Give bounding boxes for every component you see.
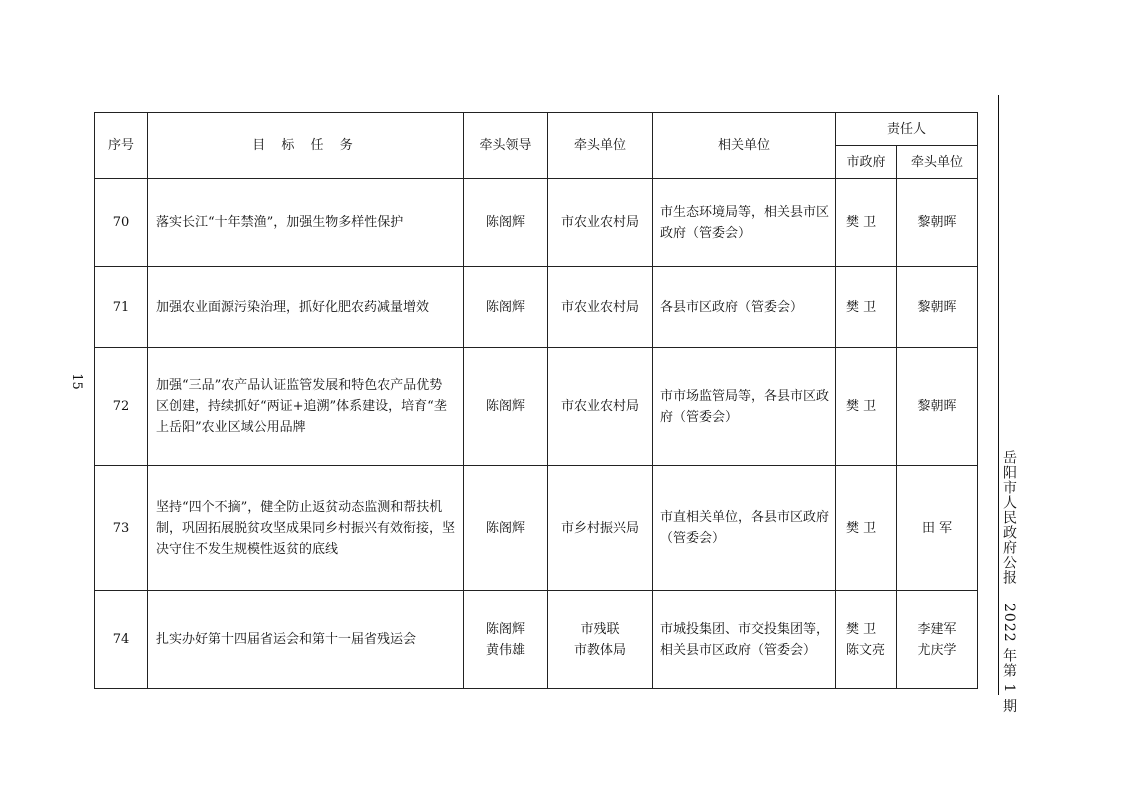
table-row [95,466,978,591]
task-table [94,112,978,689]
row-lead-unit-line: 市农业农村局 [560,299,639,315]
row-lead-leader [464,591,548,689]
row-lead-unit [548,591,653,689]
table-row [95,179,978,267]
row-lead-unit-person-line: 田 军 [921,520,953,536]
row-related-units: 市市场监管局等，各县市区政府（管委会） [653,348,836,466]
row-lead-unit-person-line: 黎朝晖 [917,299,957,315]
row-lead-leader-line: 黄伟雄 [485,642,525,658]
row-related-units: 市直相关单位，各县市区政府（管委会） [653,466,836,591]
row-index: 70 [95,179,148,267]
row-city-govt-line: 樊 卫 [846,621,877,637]
row-index: 71 [95,267,148,348]
table-row [95,267,978,348]
row-lead-leader [464,348,548,466]
row-task: 加强农业面源污染治理，抓好化肥农药减量增效 [148,267,464,348]
table-body [95,179,978,689]
row-city-govt [836,267,897,348]
row-city-govt-line: 樊 卫 [846,215,877,230]
publication-name: 岳阳市人民政府公报 [1001,450,1017,585]
row-city-govt [836,466,897,591]
page-number: 15 [68,373,84,390]
row-lead-unit-person-line: 黎朝晖 [917,215,957,230]
row-lead-unit-person [897,348,978,466]
row-lead-leader-line: 陈阁辉 [485,215,525,230]
row-related-units: 市生态环境局等，相关县市区政府（管委会） [653,179,836,267]
header-related-units: 相关单位 [653,113,836,179]
row-lead-unit-line: 市教体局 [573,642,626,658]
row-related-units: 各县市区政府（管委会） [653,267,836,348]
row-lead-unit [548,348,653,466]
row-lead-unit-line: 市乡村振兴局 [560,520,639,536]
row-lead-leader-line: 陈阁辉 [485,299,525,315]
row-index: 73 [95,466,148,591]
table-row [95,591,978,689]
header-responsible: 责任人 [836,113,978,146]
row-city-govt-line: 樊 卫 [846,399,877,414]
row-lead-unit-person [897,179,978,267]
row-lead-unit [548,179,653,267]
row-lead-leader-line: 陈阁辉 [485,399,525,414]
row-task: 落实长江“十年禁渔”，加强生物多样性保护 [148,179,464,267]
row-lead-leader [464,267,548,348]
row-lead-unit-line: 市农业农村局 [560,215,639,230]
row-lead-leader-line: 陈阁辉 [485,520,525,536]
row-lead-unit-line: 市农业农村局 [560,399,639,414]
header-index: 序号 [95,113,148,179]
row-index: 72 [95,348,148,466]
row-task: 扎实办好第十四届省运会和第十一届省残运会 [148,591,464,689]
row-lead-unit-person-line: 尤庆学 [917,642,957,658]
header-lead-unit: 牵头单位 [548,113,653,179]
row-city-govt [836,591,897,689]
table-row [95,348,978,466]
row-city-govt [836,179,897,267]
row-lead-unit-person-line: 黎朝晖 [917,399,957,414]
header-lead-unit-person: 牵头单位 [897,146,978,179]
row-city-govt-line: 陈文亮 [846,642,886,658]
row-lead-unit [548,466,653,591]
header-task: 目 标 任 务 [148,113,464,179]
row-task: 坚持“四个不摘”，健全防止返贫动态监测和帮扶机制，巩固拓展脱贫攻坚成果同乡村振兴有效衔接，坚决守住不发生规模性返贫的底线 [148,466,464,591]
row-task: 加强“三品”农产品认证监管发展和特色农产品优势区创建，持续抓好“两证+追溯”体系建设，培育“垄上岳阳”农业区域公用品牌 [148,348,464,466]
row-related-units: 市城投集团、市交投集团等，相关县市区政府（管委会） [653,591,836,689]
row-city-govt [836,348,897,466]
row-lead-unit [548,267,653,348]
header-lead-leader: 牵头领导 [464,113,548,179]
row-lead-leader [464,466,548,591]
row-lead-unit-person [897,591,978,689]
publication-side-title [1003,450,1019,714]
row-lead-unit-person [897,466,978,591]
row-lead-unit-person-line: 李建军 [917,621,957,637]
row-lead-unit-line: 市残联 [580,621,620,637]
row-lead-leader-line: 陈阁辉 [485,621,525,637]
row-city-govt-line: 樊 卫 [846,520,877,536]
row-lead-leader [464,179,548,267]
row-city-govt-line: 樊 卫 [846,299,877,315]
row-index: 74 [95,591,148,689]
row-lead-unit-person [897,267,978,348]
header-city-govt: 市政府 [836,146,897,179]
issue-number: 2022 年第 1 期 [1001,603,1017,714]
